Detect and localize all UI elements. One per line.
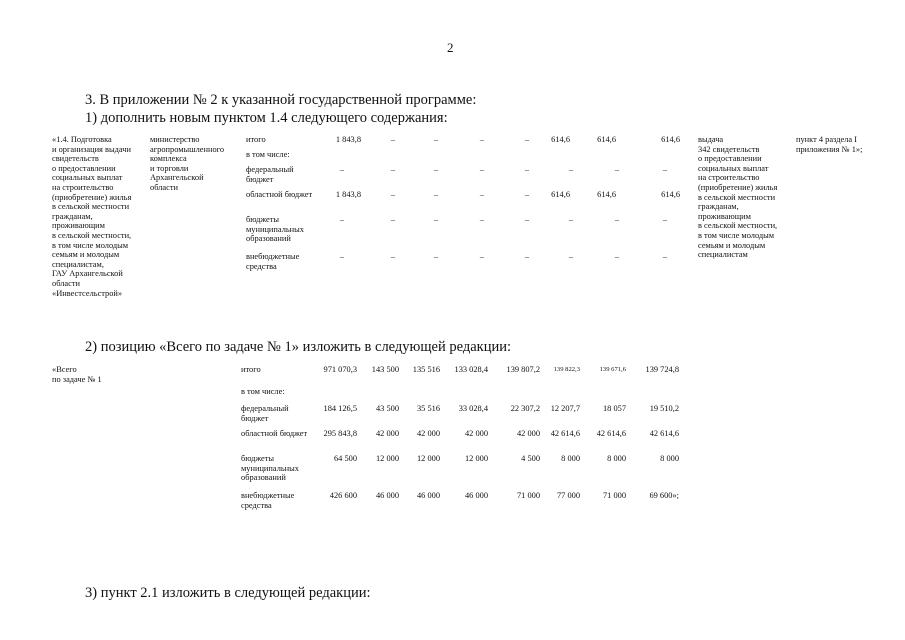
t2-value-cell: 12 000 [464, 454, 488, 463]
t1-value-cell: – [433, 252, 439, 261]
t1-result-line: семьям и молодым [698, 240, 766, 250]
t1-value-cell: 614,6 [551, 190, 570, 199]
item-3-heading: 3) пункт 2.1 изложить в следующей редакции: [85, 585, 371, 601]
t1-value-cell: – [479, 252, 485, 261]
t1-result-line: социальных выплат [698, 163, 769, 173]
t1-executor-line: области [150, 182, 178, 192]
t1-activity-line: социальных выплат [52, 173, 123, 183]
t1-row-label: областной бюджет [246, 190, 313, 199]
t2-value-cell: 46 000 [416, 491, 440, 500]
t1-value-cell: – [479, 165, 485, 174]
t1-link-line: приложения № 1»; [796, 144, 863, 154]
t1-value-cell: – [614, 165, 620, 174]
t2-value-cell: 77 000 [556, 491, 580, 500]
t1-activity-line: и организация выдачи [52, 144, 131, 154]
t1-executor-line: агропромышленного [150, 144, 225, 154]
t1-value-cell: – [614, 215, 620, 224]
t1-result-line: выдача [698, 135, 724, 144]
t1-value-cell: – [524, 135, 530, 144]
t2-value-cell: 42 614,6 [596, 429, 626, 438]
t1-value-cell: 1 843,8 [335, 135, 361, 144]
t1-result-line: в сельской местности, [698, 221, 778, 231]
t2-value-cell: 12 000 [375, 454, 399, 463]
t1-value-cell: – [339, 252, 345, 261]
t1-value-cell: 1 843,8 [335, 190, 361, 199]
t2-value-cell: 8 000 [607, 454, 626, 463]
t2-value-cell: 295 843,8 [323, 429, 357, 438]
t2-value-cell: 139 807,2 [506, 365, 540, 374]
t1-value-cell: – [390, 190, 396, 199]
t1-value-cell: – [614, 252, 620, 261]
t2-value-cell: 46 000 [375, 491, 399, 500]
t1-result-line: проживающим [698, 211, 751, 221]
t2-row-label: областной бюджет [241, 429, 308, 438]
section-heading: 3. В приложении № 2 к указанной государственной программе: [85, 92, 477, 108]
t1-result-line: (приобретение) жилья [698, 182, 778, 192]
t2-value-cell: 426 600 [329, 491, 357, 500]
t1-result-line: о предоставлении [698, 154, 762, 164]
t1-value-cell: – [524, 215, 530, 224]
t1-result-line: на строительство [698, 173, 760, 183]
t2-value-cell: 42 000 [416, 429, 440, 438]
t1-value-cell: 614,6 [661, 190, 680, 199]
t1-value-cell: – [433, 215, 439, 224]
t1-executor-line: и торговли [150, 163, 189, 173]
item-1-heading: 1) дополнить новым пунктом 1.4 следующего содержания: [85, 110, 448, 126]
t1-value-cell: – [390, 215, 396, 224]
t1-value-cell: – [390, 252, 396, 261]
t1-activity-line: о предоставлении [52, 163, 116, 173]
t1-value-cell: – [524, 252, 530, 261]
t2-row-label: в том числе: [241, 387, 285, 396]
t2-value-cell: 42 000 [516, 429, 540, 438]
t2-value-cell: 69 600»; [649, 491, 679, 500]
t1-activity-line: в том числе молодым [52, 240, 129, 250]
t1-activity-line: на строительство [52, 182, 114, 192]
t1-value-cell: – [433, 190, 439, 199]
t2-value-cell: 35 516 [416, 404, 440, 413]
t2-activity-line: по задаче № 1 [52, 374, 102, 384]
t1-value-cell: 614,6 [597, 135, 616, 144]
t1-value-cell: – [662, 215, 668, 224]
t1-value-cell: – [662, 165, 668, 174]
t1-row-label: итого [246, 135, 266, 144]
t2-value-cell: 8 000 [660, 454, 679, 463]
t1-activity-line: специалистам, [52, 259, 104, 269]
t1-row-label: внебюджетные средства [246, 252, 300, 271]
t1-activity-line: ГАУ Архангельской [52, 269, 123, 279]
t1-value-cell: – [339, 165, 345, 174]
t1-value-cell: – [479, 215, 485, 224]
t2-value-cell: 42 000 [375, 429, 399, 438]
t1-value-cell: – [433, 135, 439, 144]
t2-value-cell: 139 724,8 [645, 365, 679, 374]
t1-value-cell: – [390, 165, 396, 174]
t2-row-label: федеральный бюджет [241, 404, 289, 423]
t2-value-cell: 971 070,3 [323, 365, 357, 374]
t2-value-cell: 12 000 [416, 454, 440, 463]
t2-value-cell: 4 500 [521, 454, 540, 463]
t2-value-cell: 46 000 [464, 491, 488, 500]
t2-activity-line: «Всего [52, 365, 77, 374]
t1-executor-line: министерство [150, 135, 200, 144]
t1-value-cell: – [568, 165, 574, 174]
t2-value-cell: 12 207,7 [550, 404, 580, 413]
t1-activity-line: «Инвестсельстрой» [52, 288, 123, 298]
t2-value-cell: 143 500 [371, 365, 399, 374]
t2-value-cell: 139 822,3 [553, 366, 580, 373]
t2-value-cell: 8 000 [561, 454, 580, 463]
item-2-heading: 2) позицию «Всего по задаче № 1» изложить в следующей редакции: [85, 339, 512, 355]
t1-activity-line: области [52, 278, 80, 288]
t1-result-line: специалистам [698, 250, 748, 260]
t1-executor-line: Архангельской [150, 173, 204, 183]
t2-row-label: итого [241, 365, 261, 374]
t2-value-cell: 43 500 [375, 404, 399, 413]
t1-value-cell: 614,6 [551, 135, 570, 144]
t1-row-label: федеральный бюджет [246, 165, 294, 184]
t1-result-line: гражданам, [698, 202, 739, 212]
t1-value-cell: – [339, 215, 345, 224]
page-number: 2 [447, 40, 454, 55]
t1-executor-line: комплекса [150, 154, 187, 164]
t1-value-cell: – [568, 252, 574, 261]
t1-activity-line: семьям и молодым [52, 250, 120, 260]
t1-value-cell: – [524, 165, 530, 174]
t2-value-cell: 22 307,2 [510, 404, 540, 413]
t1-row-label: в том числе: [246, 150, 290, 159]
t2-value-cell: 18 057 [602, 404, 626, 413]
t1-value-cell: 614,6 [661, 135, 680, 144]
t1-value-cell: – [662, 252, 668, 261]
t1-activity-line: в сельской местности [52, 202, 130, 212]
t2-value-cell: 135 516 [412, 365, 440, 374]
t1-value-cell: – [479, 135, 485, 144]
t1-activity-line: в сельской местности, [52, 230, 132, 240]
t1-value-cell: – [568, 215, 574, 224]
t2-value-cell: 71 000 [516, 491, 540, 500]
t1-link-line: пункт 4 раздела I [796, 135, 857, 144]
t1-result-line: 342 свидетельств [698, 144, 760, 154]
t2-value-cell: 139 671,6 [599, 366, 626, 373]
t2-value-cell: 71 000 [602, 491, 626, 500]
t2-value-cell: 133 028,4 [454, 365, 488, 374]
t1-row-label: бюджеты муниципальных образований [246, 215, 304, 244]
t1-activity-line: гражданам, [52, 211, 93, 221]
t2-value-cell: 42 614,6 [649, 429, 679, 438]
t1-activity-line: «1.4. Подготовка [52, 135, 112, 144]
t2-value-cell: 184 126,5 [323, 404, 357, 413]
t1-result-line: в сельской местности [698, 192, 776, 202]
t2-activity-cell [52, 365, 102, 384]
t2-value-cell: 42 000 [464, 429, 488, 438]
t1-value-cell: 614,6 [597, 190, 616, 199]
t2-row-label: бюджеты муниципальных образований [241, 454, 299, 483]
t1-value-cell: – [390, 135, 396, 144]
t1-value-cell: – [433, 165, 439, 174]
t1-result-line: в том числе молодым [698, 230, 775, 240]
t2-row-label: внебюджетные средства [241, 491, 295, 510]
t2-value-cell: 64 500 [333, 454, 357, 463]
t2-value-cell: 42 614,6 [550, 429, 580, 438]
t1-activity-line: проживающим [52, 221, 105, 231]
t1-activity-line: (приобретение) жилья [52, 192, 132, 202]
t1-activity-line: свидетельств [52, 154, 99, 164]
t2-value-cell: 33 028,4 [458, 404, 488, 413]
t2-value-cell: 19 510,2 [649, 404, 679, 413]
t1-value-cell: – [479, 190, 485, 199]
t1-value-cell: – [524, 190, 530, 199]
